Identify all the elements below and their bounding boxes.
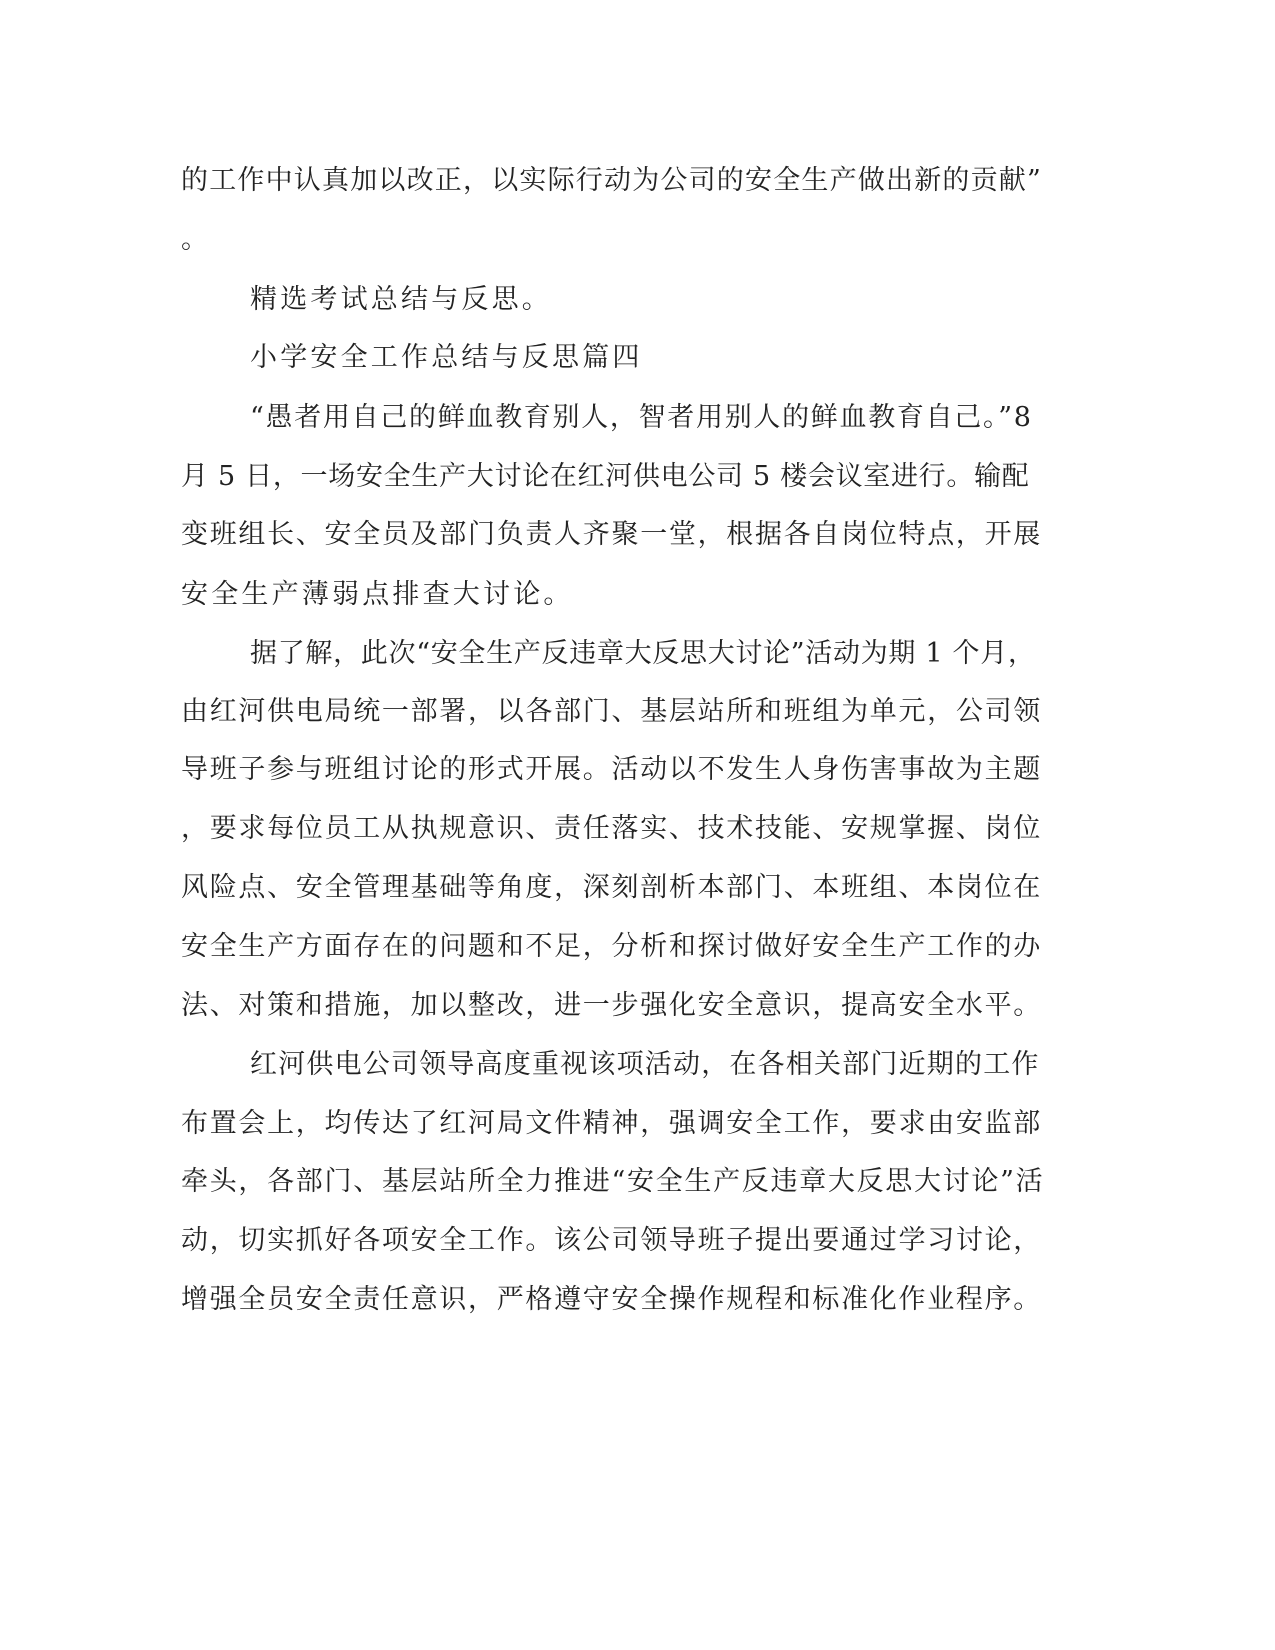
paragraph-line: 布置会上，均传达了红河局文件精神，强调安全工作，要求由安监部 xyxy=(181,1108,1042,1139)
paragraph-line: ，要求每位员工从执规意识、责任落实、技术技能、安规掌握、岗位 xyxy=(181,813,1042,844)
paragraph-line: 的工作中认真加以改正，以实际行动为公司的安全生产做出新的贡献” xyxy=(181,165,1043,196)
paragraph-line: 安全生产方面存在的问题和不足，分析和探讨做好安全生产工作的办 xyxy=(181,931,1042,962)
paragraph-line: 由红河供电局统一部署，以各部门、基层站所和班组为单元，公司领 xyxy=(181,696,1042,727)
paragraph-line: 牵头，各部门、基层站所全力推进“安全生产反违章大反思大讨论”活 xyxy=(181,1166,1045,1197)
paragraph-line: 动，切实抓好各项安全工作。该公司领导班子提出要通过学习讨论， xyxy=(181,1225,1042,1256)
paragraph-line: “愚者用自己的鲜血教育别人，智者用别人的鲜血教育自己。”8 xyxy=(250,402,1033,433)
paragraph-line: 增强全员安全责任意识，严格遵守安全操作规程和标准化作业程序。 xyxy=(181,1284,1042,1315)
section-heading: 小学安全工作总结与反思篇四 xyxy=(250,342,643,373)
paragraph-line: 据了解，此次“安全生产反违章大反思大讨论”活动为期 1 个月， xyxy=(250,638,1036,669)
paragraph-line: 月 5 日，一场安全生产大讨论在红河供电公司 5 楼会议室进行。输配 xyxy=(181,461,1030,492)
paragraph-line: 。 xyxy=(181,224,208,255)
paragraph-line: 变班组长、安全员及部门负责人齐聚一堂，根据各自岗位特点，开展 xyxy=(181,519,1042,550)
paragraph-line: 法、对策和措施，加以整改，进一步强化安全意识，提高安全水平。 xyxy=(181,990,1042,1021)
paragraph-line: 红河供电公司领导高度重视该项活动，在各相关部门近期的工作 xyxy=(250,1049,1040,1080)
paragraph-line: 导班子参与班组讨论的形式开展。活动以不发生人身伤害事故为主题 xyxy=(181,754,1042,785)
paragraph-line: 精选考试总结与反思。 xyxy=(250,284,552,315)
paragraph-line: 风险点、安全管理基础等角度，深刻剖析本部门、本班组、本岗位在 xyxy=(181,872,1042,903)
paragraph-line: 安全生产薄弱点排查大讨论。 xyxy=(181,579,574,610)
